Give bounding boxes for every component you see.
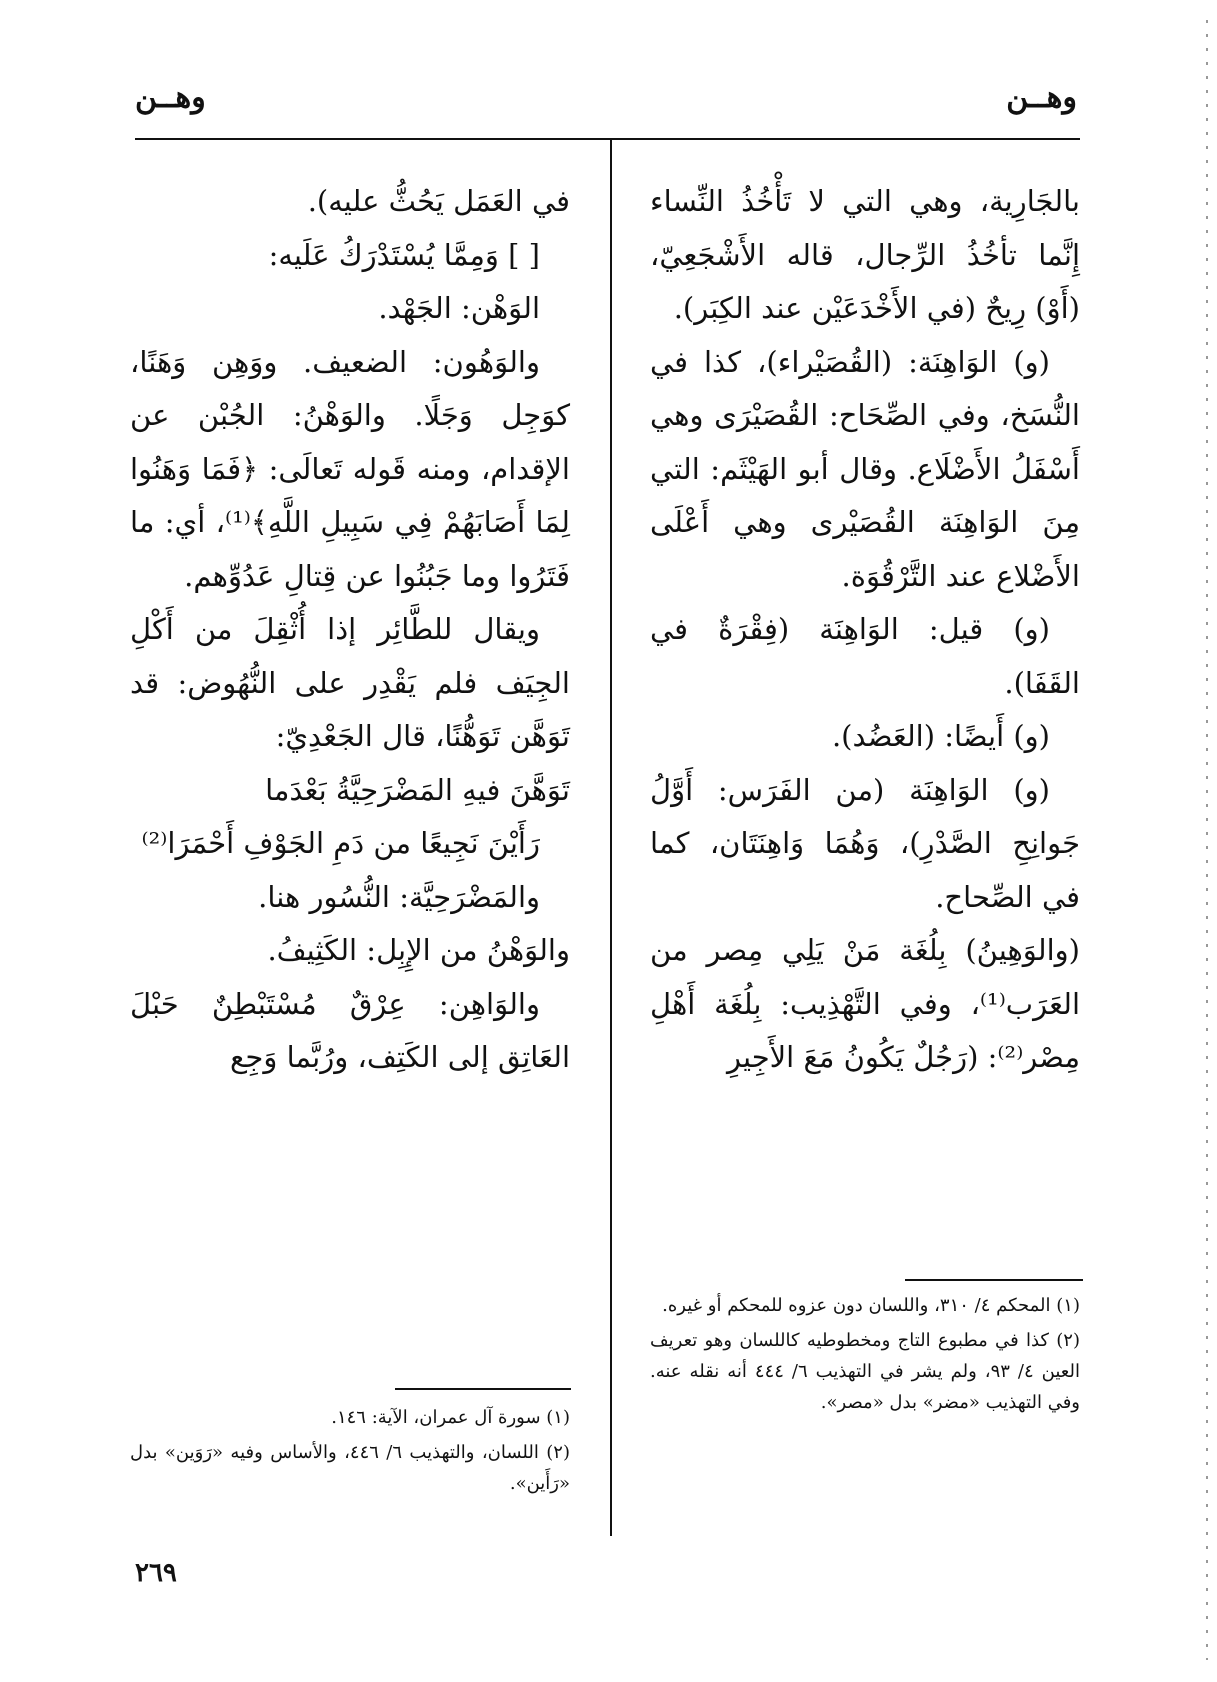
paragraph: والوَهُون: الضعيف. ووَهِن وَهَنًا، كوَجِل وَجَلًا. والوَهْنُ: الجُبْن عن الإقدام، ومنه قَوله تَعالَى: ﴿فَمَا وَهَنُوا لِمَا أَصَابَهُمْ فِي سَبِيلِ اللَّهِ﴾⁽¹⁾، أي: ما فَتَرُوا وما جَبُنُوا عن قِتالِ عَدُوِّهم. <box>130 344 570 593</box>
footnote-rule-right <box>905 1279 1083 1281</box>
footnotes-left <box>130 1402 570 1503</box>
footnote: (١) سورة آل عمران، الآية: ١٤٦. <box>331 1407 570 1428</box>
scan-margin-dots <box>1206 20 1208 1660</box>
paragraph: والمَضْرَحِيَّة: النُّسُور هنا. <box>258 879 540 914</box>
right-text-column <box>650 175 1080 1085</box>
footnote-rule-left <box>395 1388 571 1390</box>
header-rule <box>135 138 1080 140</box>
footnote: (١) المحكم ٤/ ٣١٠، واللسان دون عزوه للمحكم أو غيره. <box>662 1295 1080 1316</box>
page-number: ٢٦٩ <box>135 1558 177 1588</box>
column-divider <box>610 138 612 1536</box>
paragraph: بالجَارِية، وهي التي لا تَأْخُذُ النِّساء إِنَّما تأخُذُ الرِّجال، قاله الأَشْجَعِيّ، (أَوْ) رِيحٌ (في الأَخْدَعَيْن عند الكِبَر). <box>650 184 1080 325</box>
footnote: (٢) اللسان، والتهذيب ٦/ ٤٤٦، والأساس وفيه «رَوَين» بدل «رَأَين». <box>130 1442 570 1494</box>
paragraph: والوَاهِن: عِرْقٌ مُسْتَبْطِنٌ حَبْلَ العَاتِق إلى الكَتِف، ورُبَّما وَجِع <box>130 986 570 1074</box>
footnote: (٢) كذا في مطبوع التاج ومخطوطيه كاللسان وهو تعريف العين ٤/ ٩٣، ولم يشر في التهذيب ٦/ ٤٤٤ أنه نقله عنه. وفي التهذيب «مضر» بدل «مصر». <box>650 1330 1080 1413</box>
paragraph: ويقال للطَّائِر إذا أُثْقِلَ من أَكْلِ الجِيَف فلم يَقْدِر على النُّهُوض: قد تَوَهَّن تَوَهُّنًا، قال الجَعْدِيّ: <box>130 612 570 753</box>
paragraph: في العَمَل يَحُثُّ عليه). <box>307 184 570 218</box>
paragraph: (و) الوَاهِنَة (من الفَرَس: أَوَّلُ جَوانِحِ الصَّدْرِ)، وَهُمَا وَاهِنَتَان، كما في الصِّحاح. <box>650 772 1080 914</box>
running-header-left: وهــن <box>135 80 206 115</box>
paragraph: (و) قيل: الوَاهِنَة (فِقْرَةٌ في القَفَا). <box>650 612 1080 700</box>
verse-line: تَوَهَّنَ فيهِ المَضْرَحِيَّةُ بَعْدَما <box>265 772 570 807</box>
paragraph: [ ] وَمِمَّا يُسْتَدْرَكُ عَلَيه: <box>268 237 540 272</box>
paragraph: (والوَهِينُ) بِلُغَة مَنْ يَلِي مِصر من العَرَب⁽¹⁾، وفي التَّهْذِيب: بِلُغَة أَهْلِ مِصْر⁽²⁾: (رَجُلٌ يَكُونُ مَعَ الأَجِيرِ <box>650 933 1080 1074</box>
paragraph: (و) الوَاهِنَة: (القُصَيْراء)، كذا في النُّسَخ، وفي الصِّحَاح: القُصَيْرَى وهي أَسْفَلُ الأَضْلَاع. وقال أبو الهَيْثَم: التي مِنَ الوَاهِنَة القُصَيْرى وهي أَعْلَى الأَضْلاع عند التَّرْقُوَة. <box>650 344 1080 593</box>
footnotes-right <box>650 1290 1080 1422</box>
paragraph: (و) أَيضًا: (العَضُد). <box>831 719 1050 753</box>
left-text-column <box>130 175 570 1085</box>
running-header-right: وهــن <box>1006 80 1077 115</box>
paragraph: الوَهْن: الجَهْد. <box>378 291 540 325</box>
verse-line: رَأَيْنَ نَجِيعًا من دَمِ الجَوْفِ أَحْمَرَا⁽²⁾ <box>141 826 540 860</box>
paragraph: والوَهْنُ من الإِبِل: الكَثِيفُ. <box>267 933 570 967</box>
